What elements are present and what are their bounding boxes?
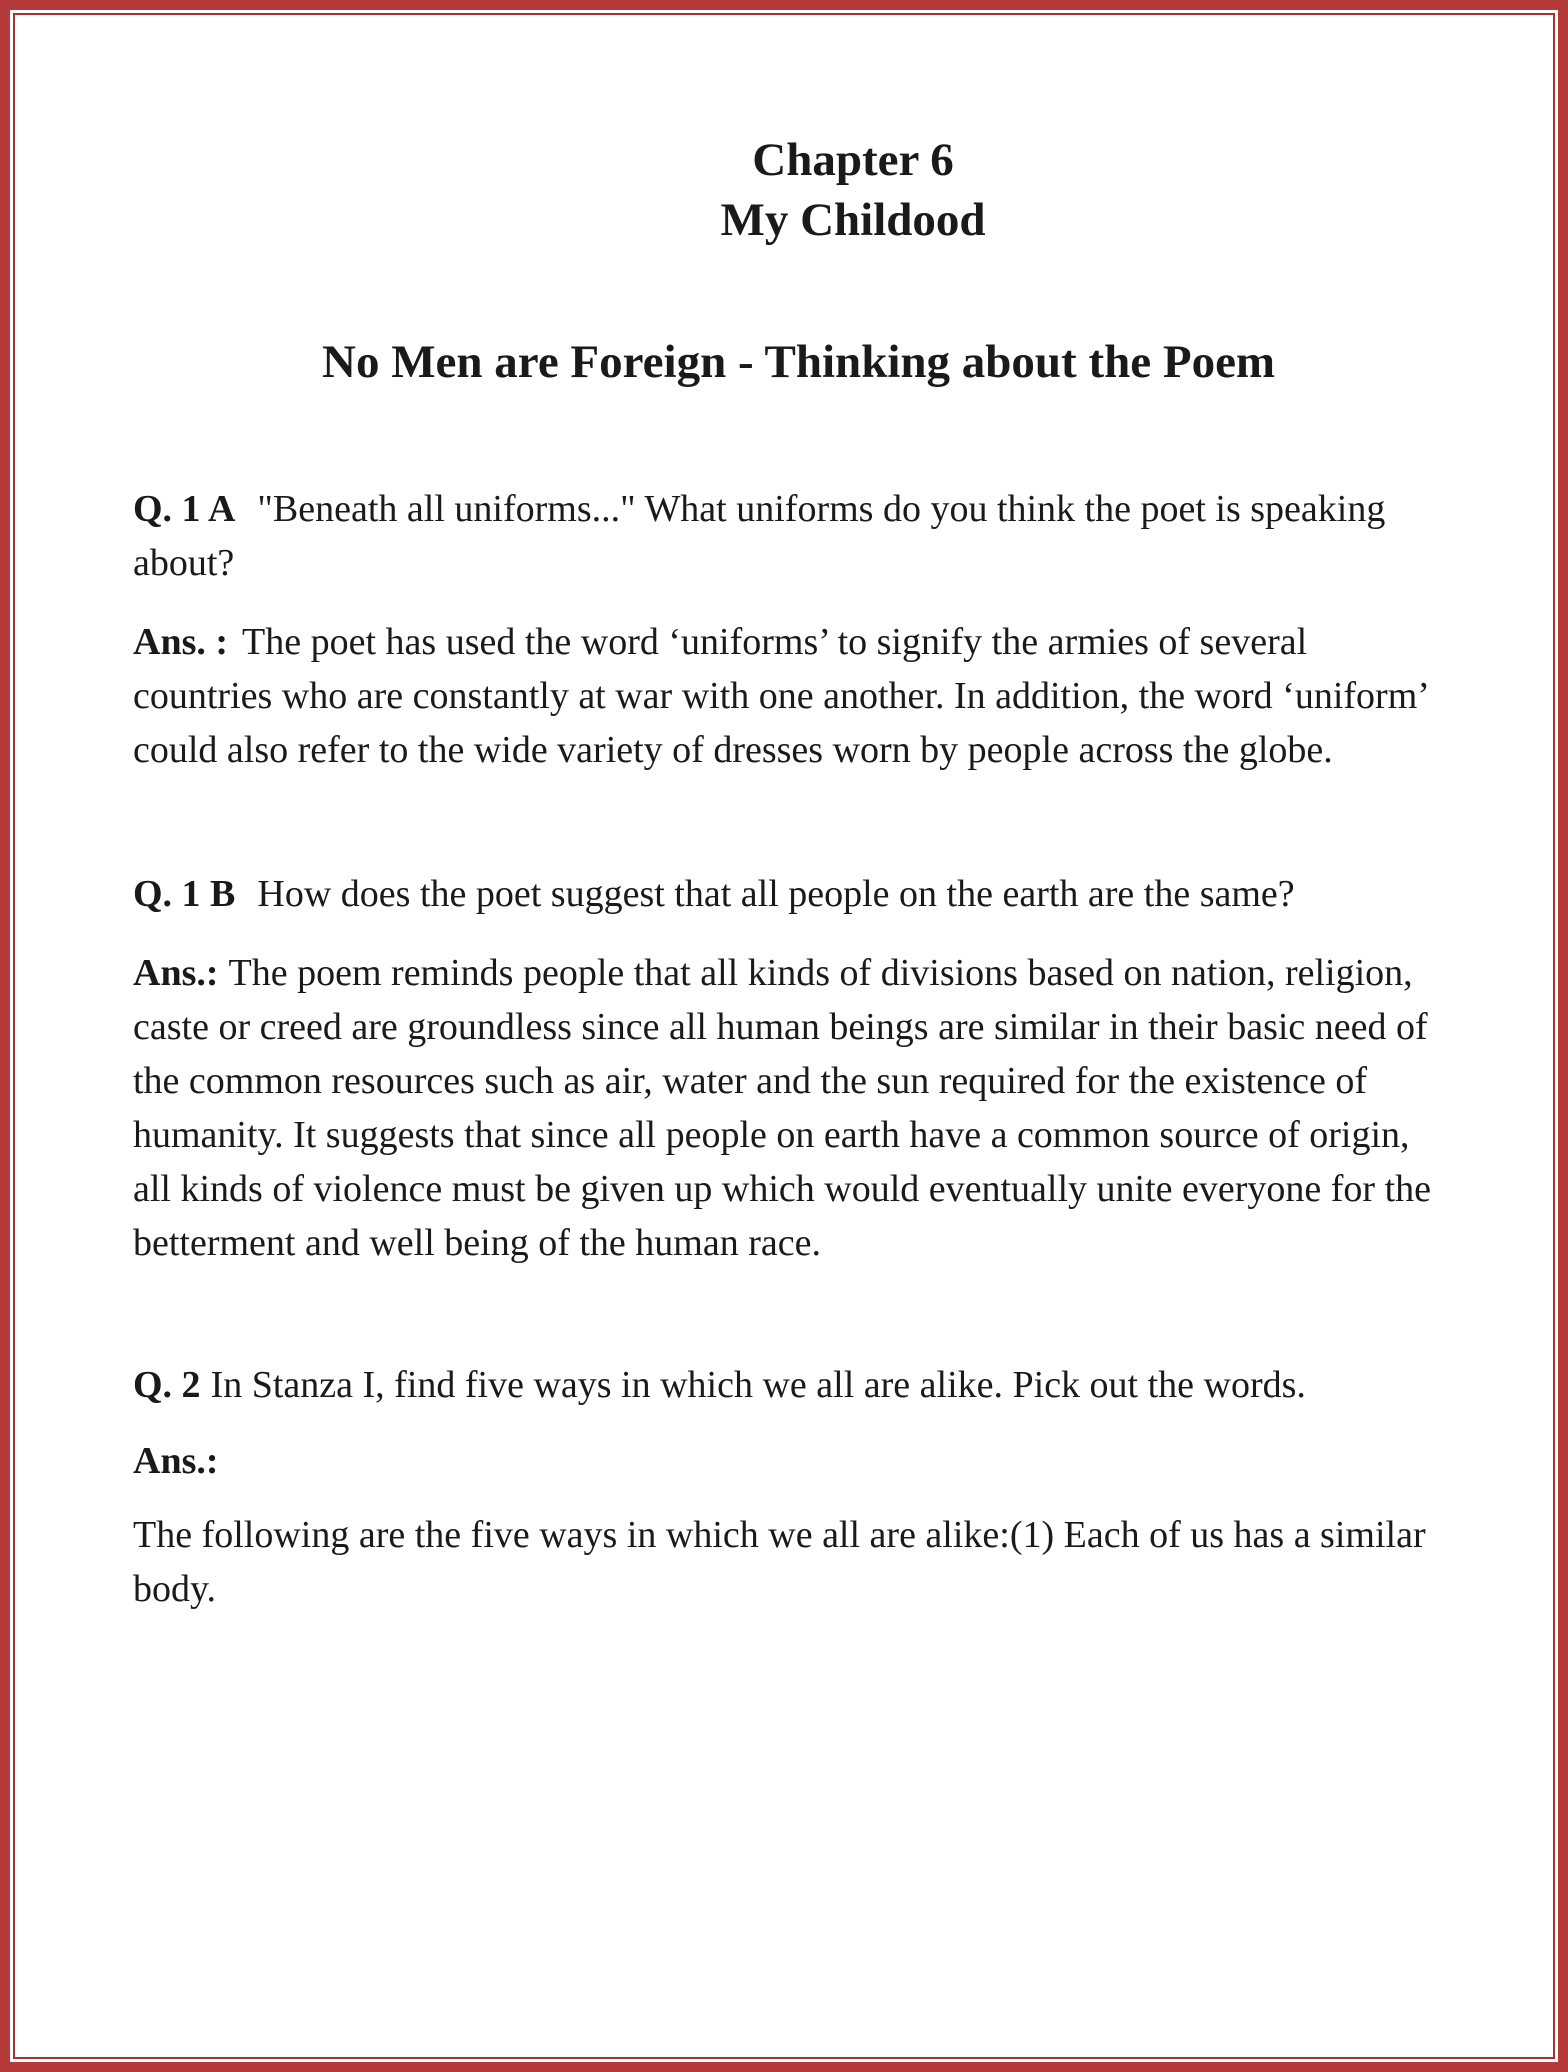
section-title: No Men are Foreign - Thinking about the Poem: [322, 336, 1276, 388]
answer-label: Ans.:: [133, 952, 219, 994]
question-2: [133, 1358, 1443, 1412]
answer-text: The poet has used the word ‘uniforms’ to signify the armies of several countries who are constantly at war with one another. In addition, the word ‘uniform’ could also refer to the wide variety of dresses worn by people across the globe.: [133, 621, 1428, 771]
document-page: [133, 130, 1443, 1616]
answer-1a: [133, 615, 1443, 777]
question-label: Q. 1 A: [133, 488, 236, 530]
question-text: "Beneath all uniforms..." What uniforms do you think the poet is speaking about?: [133, 488, 1386, 584]
answer-2: The following are the five ways in which we all are alike:(1) Each of us has a similar body.: [133, 1514, 1426, 1610]
question-label: Q. 1 B: [133, 873, 236, 915]
question-1a: [133, 482, 1443, 590]
question-1b: [133, 867, 1443, 921]
question-text: How does the poet suggest that all people on the earth are the same?: [257, 873, 1295, 915]
chapter-title: My Childood: [720, 194, 986, 246]
answer-1b: [133, 946, 1443, 1270]
chapter-number: Chapter 6: [752, 134, 954, 186]
answer-2-label: [133, 1434, 1443, 1488]
answer-label: Ans.:: [133, 1440, 219, 1482]
chapter-heading: [263, 130, 1443, 250]
question-text: In Stanza I, find five ways in which we all are alike. Pick out the words.: [210, 1364, 1306, 1406]
qa-list: [133, 482, 1443, 1616]
question-label: Q. 2: [133, 1364, 201, 1406]
answer-text: The poem reminds people that all kinds of divisions based on nation, religion, caste or creed are groundless since all human beings are similar in their basic need of the common resources such as air, water and the sun required for the existence of humanity. It suggests that since all people on earth have a common source of origin, all kinds of violence must be given up which would eventually unite everyone for the betterment and well being of the human race.: [133, 952, 1431, 1264]
answer-label: Ans. :: [133, 621, 229, 663]
